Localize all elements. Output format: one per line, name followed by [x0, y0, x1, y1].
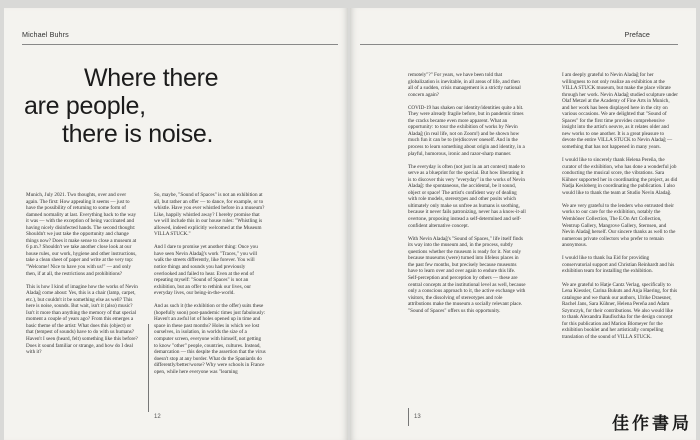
folio-rule — [148, 324, 149, 412]
page-number-left: 12 — [154, 414, 161, 420]
page-number-right: 13 — [414, 414, 421, 420]
paragraph: I would like to thank Isa Eid for providing conservatorial support and Christian Reinhardt and his exhibition team for installing the exhibition. — [562, 255, 675, 275]
paragraph: And I dare to promise yet another thing: Once you have seen Nevin Aladağ's work "Traces," you will walk the streets differently, like forever. You will notice things and sounds you had previously overlooked and failed to hear. Even at the end of repeating myself: "Sound of Spaces" is not an exhibition, but an offer to rethink our lives, our everyday lives, our being-in-the-world. — [154, 244, 258, 297]
essay-headline — [14, 64, 314, 148]
right-column-2 — [562, 72, 678, 340]
paragraph: I am deeply grateful to Nevin Aladağ for her willingness to not only realize an exhibition at the VILLA STUCK museum, but make the place vibrate through her work. Nevin Aladağ studied sculpture under Olaf Metzel at the Academy of Fine Arts in Munich, and her work has been displayed here in the city on various occasions. We are delighted that "Sound of Spaces" for the first time provides comprehensive insight into the artist's oeuvre, as it relates older and new works to one another. It is a great pleasure to devote the entire VILLA STUCK to Nevin Aladağ — something that has not happened in many years. — [562, 72, 678, 151]
paragraph: remotely"?" For years, we have been told that globalization is inevitable, in all areas of life, and then all of a sudden, crisis management is a strictly national concern again? — [408, 72, 521, 98]
running-head-section: Preface — [624, 30, 650, 39]
headline-line-1: Where there — [84, 64, 219, 92]
paragraph: I would like to sincerely thank Helena Pereña, the curator of the exhibition, who has done a wonderful job conducting the musical score, the vibrations. Sara Kühner supported her in coordinating the project, as did Nadja Kesloberg in coordinating the publication. I also would like to thank the team at Studio Nevin Aladağ. — [562, 157, 678, 196]
paragraph: So, maybe, "Sound of Spaces" is not an exhibition at all, but rather an offer — to dance, for example, or to whistle. Have you ever whistled before in a museum? Like, happily whistled away? I hereby promise that we will include this in our house rules: "Whistling is allowed, indeed explicitly welcomed at the Museum VILLA STUCK." — [154, 192, 265, 238]
header-rule — [360, 44, 678, 45]
publisher-watermark: 佳作書局 — [612, 414, 692, 434]
paragraph: Munich, July 2021. Two thoughts, over and over again. The first: How appealing it seems — just to have the possibility of returning to some form of damned normality at last. Everything back to the way it was — with the exception of being vaccinated and having nicely disinfected hands. The second thought: Shouldn't we just take the opportunity and change things now? Does it make sense to close a museum at 6 p.m.? Shouldn't we take another close look at our house rules, our work, hygiene and other instructions, take a clean sheet of paper and write at the very top: "Welcome! Nice to have you with us!" — and only then, if at all, the restrictions and prohibitions? — [26, 192, 137, 277]
headline-line-2: are people, — [24, 92, 146, 120]
paragraph: COVID-19 has shaken our identity/identities quite a bit. They were already fragile before, but in pandemic times the cracks became even more apparent. What an opportunity: to tour the exhibition of works by Nevin Aladağ (in real life, not on Zoom!) and be shown how much fun it can be to (re)discover oneself. And in the process to learn something about origin and identity, in a playful, humorous, ironic and razor-sharp manner. — [408, 104, 525, 157]
paragraph: This is how I kind of imagine how the works of Nevin Aladağ come about: Yes, this is a chair (lamp, carpet, etc.), but couldn't it be something else as well? This here is noise, sounds. But wait, isn't it (also) music? Isn't it more than anything the memory of that special moment a couple of years ago? From this emerges a basic theme of the artist: What does this (object) or that (tempest of sounds) have to do with us humans? Haven't I seen (heard, felt) something like this before? Does it sound familiar or strange, and how do I deal with it? — [26, 283, 138, 356]
header-rule — [22, 44, 338, 45]
headline-line-3: there is noise. — [62, 120, 214, 148]
left-page — [4, 8, 348, 440]
paragraph: We are very grateful to the lenders who entrusted their works to our care for the exhibition, notably the Wemhöner Collection, The E.On Art Collection, Wentrup Gallery, Mangrove Gallery, Sternsen, and Nevin Aladağ herself. Our sincere thanks as well to the numerous private collectors who prefer to remain anonymous. — [562, 202, 676, 249]
right-column-1 — [408, 72, 526, 314]
folio-rule — [408, 408, 409, 426]
paragraph: We are grateful to Hatje Cantz Verlag, specifically to Lena Kiessler, Carina Bukuts and Anja Haering, for this catalogue and we thank our authors, Ulrike Draesner, Rachel Jans, Sara Kühner, Helena Pereña and Adam Szymczyk, for their contributions. We also would like to thank Alexandra Baufischka for the design concept for this publication and Marion Blomeyer for the exhibition booklet and her artistically compelling translation of the sound of VILLA STUCK. — [562, 281, 678, 340]
running-head-author: Michael Buhrs — [22, 30, 69, 39]
right-page — [350, 8, 696, 440]
left-column-2 — [154, 192, 266, 375]
left-column-1 — [26, 192, 138, 356]
paragraph: The everyday is often (not just in an art context) made to serve as a blueprint for the special. But how liberating it is to discover this very "everyday" in the works of Nevin Aladağ: the spontaneous, the accidental, be it sound, object or space! The artist's confident way of dealing with role models, stereotypes and other posits which ultimately only make us unfree as humans is soothing, because it never fails patronizing, never has a know-it-all overtone, proposing instead a self-determined and self-confident alternative concept. — [408, 163, 526, 229]
paragraph: And as such it (the exhibition or the offer) suits these (hopefully soon) post-pandemic times just fabulously: Haven't an awful lot of holes opened up in time and space in these past months? Holes in which we lost ourselves, in isolation, in worlds the size of a computer screen, everyone with himself, not getting to know "other" people, countries, cultures. Instead, demarcation — this despite the assertion that the virus doesn't stop at any border. What do the Spaniards do differently/better/worse? Why were schools in France open, while here everyone was "learning — [154, 303, 266, 375]
paragraph: With Nevin Aladağ's "Sound of Spaces," life itself finds its way into the museum and, in the process, subtly questions whether the museum is ready for it. Not only because museums (were) turned into lifeless places in the past few months, but precisely because museums have to learn over and over again to endure this life. Self-perception and perception by others — these are central concepts at the institutional level as well, because only a conscious approach to it, the active exchange with visitors, the dissolving of stereotypes and role attributions make the museum a socially relevant place. "Sound of Spaces" offers us this opportunity. — [408, 235, 526, 314]
